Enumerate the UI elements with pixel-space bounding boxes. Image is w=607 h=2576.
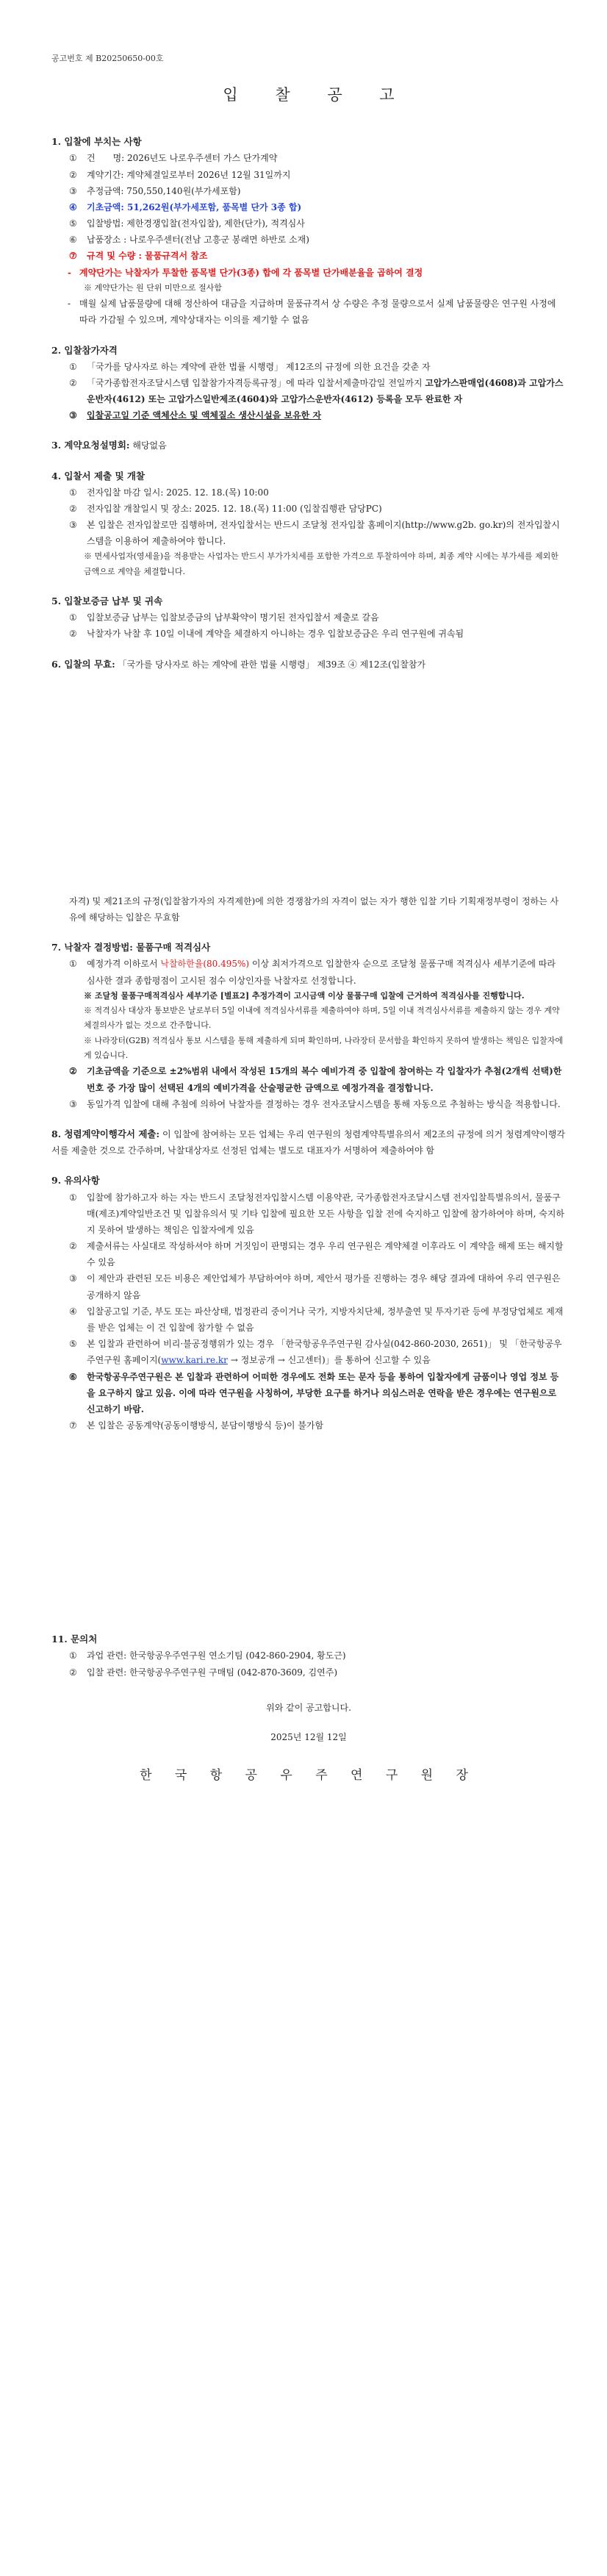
item-estimated-amount: ③ 추정금액: 750,550,140원(부가세포함) [69, 185, 241, 196]
award-item: ② 기초금액을 기준으로 ±2%범위 내에서 작성된 15개의 복수 예비가격 중 입찰에 참여하는 각 입찰자가 추첨(2개씩 선택)한 번호 중 가장 많이 선택된 4개의 예비가격을 산술평균한 금액으로 예정가격을 결정합니다. [69, 1066, 562, 1093]
section-title: 1. 입찰에 부치는 사항 [51, 136, 142, 148]
contact-item: ② 입찰 관련: 한국항공우주연구원 구매팀 (042-870-3609, 김연주) [69, 1667, 337, 1678]
section-title: 4. 입찰서 제출 및 개찰 [51, 470, 146, 482]
submission-item: ② 전자입찰 개찰일시 및 장소: 2025. 12. 18.(목) 11:00 (입찰집행관 담당PC) [69, 503, 382, 514]
precaution-item: ④ 입찰공고일 기준, 부도 또는 파산상태, 법정관리 중이거나 국가, 지방자치단체, 정부출연 및 투자기관 등에 부정당업체로 제재를 받은 업체는 이 건 입찰에 참가할 수 없음 [69, 1306, 564, 1333]
precaution-item: ⑥ 한국항공우주연구원은 본 입찰과 관련하여 어떠한 경우에도 전화 또는 문자 등을 통하여 입찰자에게 금품이나 영업 정보 등을 요구하지 않고 있음. 이에 따라 연구원을 사칭하여, 부당한 요구를 하거나 의심스러운 연락을 받은 경우에는 연구원으로 신고하기 바람. [69, 1371, 559, 1414]
unit-price-rule: - 계약단가는 낙찰자가 투찰한 품목별 단가(3종) 합에 각 품목별 단가배분율을 곱하여 결정 [68, 267, 423, 278]
precaution-item: ⑦ 본 입찰은 공동계약(공동이행방식, 분담이행방식 등)이 불가함 [69, 1420, 324, 1431]
contact-item: ① 과업 관련: 한국항공우주연구원 연소기팀 (042-860-2904, 황도근) [69, 1650, 346, 1661]
deposit-item: ② 낙찰자가 낙찰 후 10일 이내에 계약을 체결하지 아니하는 경우 입찰보증금은 우리 연구원에 귀속됨 [69, 629, 464, 640]
precaution-item: ③ 이 제안과 관련된 모든 비용은 제안업체가 부담하여야 하며, 제안서 평가를 진행하는 경우 해당 결과에 대하여 우리 연구원은 공개하지 않음 [69, 1273, 561, 1300]
section-award-method [51, 939, 566, 1112]
section-integrity-pledge: 8. 청렴계약이행각서 제출: 이 입찰에 참여하는 모든 업체는 우리 연구원의 청렴계약특별유의서 제2조의 규정에 의거 청렴계약이행각서를 제출한 것으로 간주하며, 낙찰대상자로 선정된 업체는 별도로 대표자가 서명하여 제출하여야 함 [51, 1128, 565, 1156]
closing-text: 위와 같이 공고합니다. [266, 1702, 351, 1713]
briefing-value: 해당없음 [132, 440, 167, 451]
award-item: ③ 동일가격 입찰에 대해 추첨에 의하여 낙찰자를 결정하는 경우 전자조달시스템을 통해 자동으로 추첨하는 방식을 적용합니다. [69, 1098, 561, 1109]
precaution-item: ② 제출서류는 사실대로 작성하셔야 하며 거짓임이 판명되는 경우 우리 연구원은 계약체결 이후라도 이 계약을 해제 또는 해지할 수 있음 [69, 1241, 564, 1268]
section-briefing [51, 437, 566, 454]
notice-document [51, 51, 566, 1788]
item-contract-period: ② 계약기간: 계약체결일로부터 2026년 12월 31일까지 [69, 169, 291, 180]
rounding-note: ※ 계약단가는 원 단위 미만으로 절사함 [84, 282, 222, 293]
section-title: 9. 유의사항 [51, 1175, 100, 1187]
section-contact [51, 1631, 566, 1681]
item-base-amount: ④ 기초금액: 51,262원(부가세포함, 품목별 단가 3종 합) [69, 201, 302, 212]
award-note: ※ 조달청 물품구매적격심사 세부기준 [별표2] 추정가격이 고시금액 이상 물품구매 입찰에 근거하여 적격심사를 진행합니다. [84, 990, 525, 1001]
item-name: ① 건 명: 2026년도 나로우주센터 가스 단가계약 [69, 153, 278, 164]
notice-date: 2025년 12월 12일 [270, 1732, 347, 1742]
item-bid-method: ⑤ 입찰방법: 제한경쟁입찰(전자입찰), 제한(단가), 적격심사 [69, 218, 305, 229]
kari-homepage-link[interactable]: www.kari.re.kr [161, 1355, 228, 1366]
submission-item: ③ 본 입찰은 전자입찰로만 집행하며, 전자입찰서는 반드시 조달청 전자입찰 홈페이지(http://www.g2b. go.kr)의 전자입찰시스템을 이용하여 제출하여야 합니다. [69, 520, 560, 547]
section-title: 2. 입찰참가자격 [51, 344, 118, 356]
section-title: 11. 문의처 [51, 1634, 98, 1645]
section-eligibility [51, 342, 566, 424]
award-note: ※ 적격심사 대상자 통보받은 날로부터 5일 이내에 적격심사서류를 제출하여야 하며, 5일 이내 적격심사서류를 제출하지 않는 경우 계약체결의사가 없는 것으로 간주합니다. [84, 1006, 560, 1031]
section-submission [51, 468, 566, 580]
eligibility-item: ① 「국가를 당사자로 하는 계약에 관한 법률 시행령」 제12조의 규정에 의한 요건을 갖춘 자 [69, 361, 431, 372]
award-note: ※ 나라장터(G2B) 적격심사 통보 시스템을 통해 제출하게 되며 확인하며, 나라장터 문서함을 확인하지 못하여 발생하는 책임은 입찰자에게 있습니다. [84, 1035, 563, 1061]
item-spec-quantity: ⑦ 규격 및 수량 : 물품규격서 참조 [69, 251, 208, 262]
deposit-item: ① 입찰보증금 납부는 입찰보증금의 납부확약이 명기된 전자입찰서 제출로 갈음 [69, 612, 379, 623]
section-title: 5. 입찰보증금 납부 및 귀속 [51, 595, 163, 607]
section-invalid-bid: 6. 입찰의 무효: 「국가를 당사자로 하는 계약에 관한 법률 시행령」 제39조 ④ 제12조(입찰참가 자격) 및 제21조의 규정(입찰참가자의 자격제한)에 의한 경쟁참가의 자격이 없는 자가 행한 입찰 기타 기획재정부령이 정하는 사유에 해당하는 입찰은 무효함 [51, 656, 566, 926]
blank-gap [51, 673, 566, 893]
submission-item: ① 전자입찰 마감 일시: 2025. 12. 18.(목) 10:00 [69, 487, 269, 498]
section-title: 7. 낙찰자 결정방법: 물품구매 적격심사 [51, 942, 211, 954]
tax-note: ※ 면세사업자(영세율)을 적용받는 사업자는 반드시 부가가치세를 포함한 가격으로 투찰하여야 하며, 최종 계약 시에는 부가세를 제외한 금액으로 계약을 체결합니다. [84, 551, 558, 576]
issuer-signature: 한 국 항 공 우 주 연 구 원 장 [140, 1768, 478, 1783]
notice-number: 공고번호 제 B20250650-00호 [51, 54, 164, 63]
invalid-bid-continued: 자격) 및 제21조의 규정(입찰참가자의 자격제한)에 의한 경쟁참가의 자격이 없는 자가 행한 입찰 기타 기획재정부령이 정하는 사유에 해당하는 입찰은 무효함 [69, 895, 559, 923]
section-deposit [51, 593, 566, 643]
precaution-item: ⑤ 본 입찰과 관련하여 비리·불공정행위가 있는 경우 「한국항공우주연구원 감사실(042-860-2030, 2651)」 및 「한국항공우주연구원 홈페이지(www.kari.re.kr → 정보공개 → 신고센터)」를 통하여 신고할 수 있음 [69, 1339, 562, 1366]
section-precautions [51, 1172, 566, 1434]
eligibility-item: ③ 입찰공고일 기준 액체산소 및 액체질소 생산시설을 보유한 자 [69, 410, 322, 421]
section-title: 3. 계약요청설명회: [51, 440, 130, 451]
blank-gap [51, 1434, 566, 1617]
document-title: 입 찰 공 고 [223, 86, 411, 104]
settlement-rule: - 매월 실제 납품물량에 대해 정산하여 대금을 지급하며 물품규격서 상 수량은 추정 물량으로서 실제 납품물량은 연구원 사정에 따라 가감될 수 있으며, 계약상대자는 이의를 제기할 수 없음 [68, 298, 556, 326]
item-delivery-place: ⑥ 납품장소 : 나로우주센터(전남 고흥군 봉래면 하반로 소재) [69, 235, 309, 246]
section-bid-items [51, 133, 566, 328]
precaution-item: ① 입찰에 참가하고자 하는 자는 반드시 조달청전자입찰시스템 이용약관, 국가종합전자조달시스템 전자입찰특별유의서, 물품구매(제조)계약일반조건 및 입찰유의서 및 기타 입찰에 필요한 모든 사항을 입찰 전에 숙지하고 입찰에 참가하여야 하며, 숙지하지 못하여 발생하는 책임은 입찰자에게 있음 [69, 1192, 564, 1235]
award-item: ① 예정가격 이하로서 낙찰하한율(80.495%) 이상 최저가격으로 입찰한자 순으로 조달청 물품구매 적격심사 세부기준에 따라 심사한 결과 종합평점이 고시된 점수 이상인자를 낙찰자로 선정합니다. [69, 959, 556, 986]
eligibility-item: ② 「국가종합전자조달시스템 입찰참가자격등록규정」에 따라 입찰서제출마감일 전일까지 고압가스판매업(4608)과 고압가스운반자(4612) 또는 고압가스일반제조(4604)와 고압가스운반자(4612) 등록을 모두 완료한 자 [69, 377, 564, 405]
